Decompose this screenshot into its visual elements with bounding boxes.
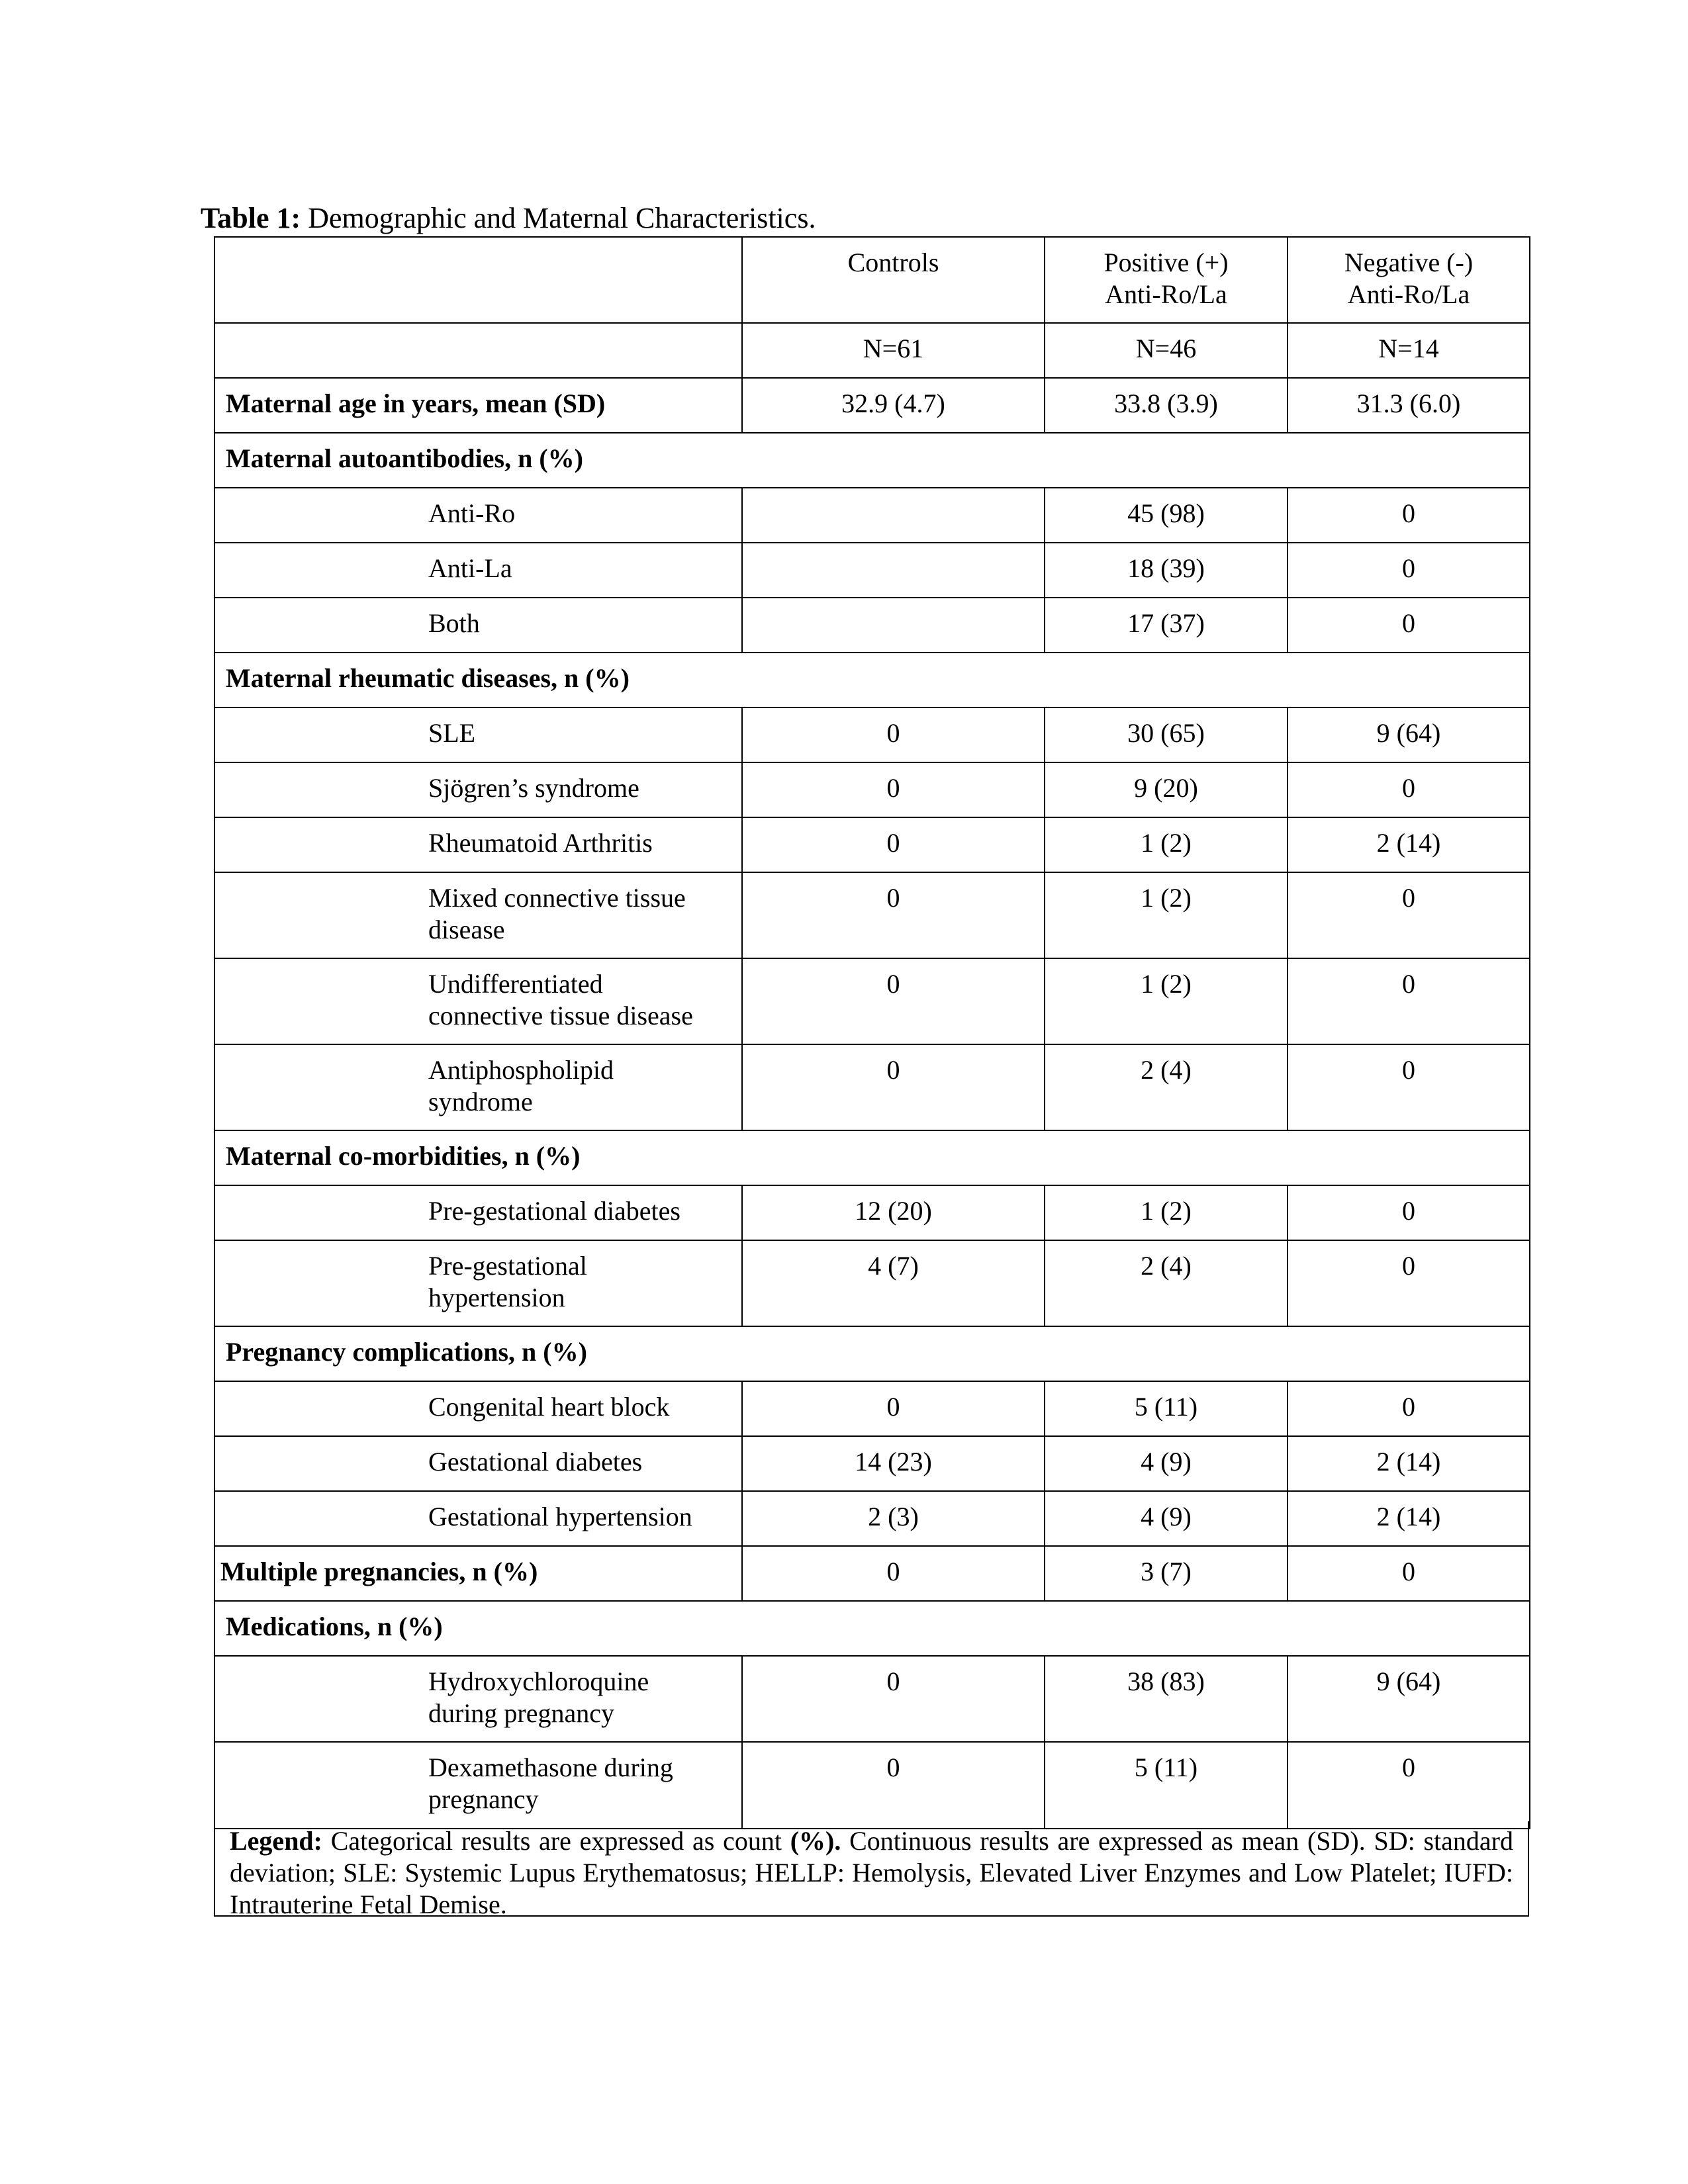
- section-heading: Medications, n (%): [214, 1601, 1530, 1656]
- cell-negative: 0: [1288, 958, 1530, 1044]
- cell-negative: 0: [1288, 1381, 1530, 1436]
- table-row: [214, 1185, 1530, 1240]
- row-label: Gestational hypertension: [214, 1491, 742, 1546]
- cell-controls: 2 (3): [742, 1491, 1045, 1546]
- legend-label: Legend:: [230, 1826, 322, 1856]
- row-label: Sjögren’s syndrome: [214, 762, 742, 817]
- row-label: SLE: [214, 707, 742, 762]
- row-label: Pre-gestational hypertension: [214, 1240, 742, 1326]
- table-caption-text: Demographic and Maternal Characteristics.: [308, 202, 816, 234]
- table-row: [214, 872, 1530, 958]
- section-heading: Pregnancy complications, n (%): [214, 1326, 1530, 1381]
- cell-positive: 5 (11): [1045, 1742, 1288, 1829]
- cell-negative: 0: [1288, 598, 1530, 653]
- counts-blank-cell: [214, 323, 742, 378]
- cell-negative: 0: [1288, 762, 1530, 817]
- table-header-row: [214, 237, 1530, 323]
- cell-controls: 0: [742, 1742, 1045, 1829]
- cell-positive: 33.8 (3.9): [1045, 378, 1288, 433]
- characteristics-table: [214, 236, 1530, 1829]
- row-label: Hydroxychloroquine during pregnancy: [214, 1656, 742, 1742]
- section-heading-row: [214, 1130, 1530, 1185]
- cell-positive: 1 (2): [1045, 1185, 1288, 1240]
- cell-controls: 0: [742, 817, 1045, 872]
- row-label: Maternal age in years, mean (SD): [214, 378, 742, 433]
- cell-positive: 1 (2): [1045, 958, 1288, 1044]
- cell-controls: 0: [742, 1656, 1045, 1742]
- section-heading: Maternal autoantibodies, n (%): [214, 433, 1530, 488]
- table-row: [214, 543, 1530, 598]
- section-heading-row: [214, 653, 1530, 707]
- cell-negative: 9 (64): [1288, 707, 1530, 762]
- table-row: [214, 762, 1530, 817]
- count-negative: N=14: [1288, 323, 1530, 378]
- table-row: [214, 707, 1530, 762]
- table-row: [214, 1044, 1530, 1130]
- cell-negative: 2 (14): [1288, 817, 1530, 872]
- row-label: Congenital heart block: [214, 1381, 742, 1436]
- cell-positive: 9 (20): [1045, 762, 1288, 817]
- counts-row: [214, 323, 1530, 378]
- cell-controls: [742, 598, 1045, 653]
- row-label: Multiple pregnancies, n (%): [214, 1546, 742, 1601]
- count-positive: N=46: [1045, 323, 1288, 378]
- cell-controls: 12 (20): [742, 1185, 1045, 1240]
- legend-text: Categorical results are expressed as count: [322, 1826, 790, 1856]
- cell-negative: 2 (14): [1288, 1491, 1530, 1546]
- count-controls: N=61: [742, 323, 1045, 378]
- cell-positive: 18 (39): [1045, 543, 1288, 598]
- table-legend: [214, 1821, 1529, 1917]
- cell-controls: 14 (23): [742, 1436, 1045, 1491]
- header-controls: Controls: [742, 237, 1045, 323]
- row-label: Anti-Ro: [214, 488, 742, 543]
- cell-controls: 0: [742, 872, 1045, 958]
- table-row: [214, 1381, 1530, 1436]
- cell-positive: 30 (65): [1045, 707, 1288, 762]
- table-row: [214, 488, 1530, 543]
- cell-positive: 1 (2): [1045, 817, 1288, 872]
- table-row: [214, 598, 1530, 653]
- cell-controls: 0: [742, 1381, 1045, 1436]
- row-label: Mixed connective tissue disease: [214, 872, 742, 958]
- table-row: [214, 958, 1530, 1044]
- cell-negative: 2 (14): [1288, 1436, 1530, 1491]
- row-label: Both: [214, 598, 742, 653]
- cell-controls: 0: [742, 958, 1045, 1044]
- cell-positive: 17 (37): [1045, 598, 1288, 653]
- cell-controls: [742, 488, 1045, 543]
- row-label: Undifferentiated connective tissue disease: [214, 958, 742, 1044]
- cell-controls: [742, 543, 1045, 598]
- cell-negative: 0: [1288, 543, 1530, 598]
- cell-negative: 0: [1288, 1044, 1530, 1130]
- table-caption-label: Table 1:: [201, 202, 301, 234]
- cell-positive: 5 (11): [1045, 1381, 1288, 1436]
- section-heading-row: [214, 433, 1530, 488]
- cell-negative: 0: [1288, 1742, 1530, 1829]
- cell-positive: 4 (9): [1045, 1436, 1288, 1491]
- cell-negative: 0: [1288, 872, 1530, 958]
- legend-percent: (%).: [790, 1826, 841, 1856]
- cell-positive: 2 (4): [1045, 1240, 1288, 1326]
- cell-positive: 2 (4): [1045, 1044, 1288, 1130]
- cell-controls: 0: [742, 762, 1045, 817]
- header-negative: Negative (-) Anti-Ro/La: [1288, 237, 1530, 323]
- table-row: [214, 1656, 1530, 1742]
- section-heading-row: [214, 1326, 1530, 1381]
- cell-positive: 38 (83): [1045, 1656, 1288, 1742]
- cell-controls: 0: [742, 1546, 1045, 1601]
- cell-negative: 0: [1288, 1546, 1530, 1601]
- table-row: [214, 817, 1530, 872]
- table-row: [214, 1436, 1530, 1491]
- row-label: Pre-gestational diabetes: [214, 1185, 742, 1240]
- cell-positive: 45 (98): [1045, 488, 1288, 543]
- row-label: Rheumatoid Arthritis: [214, 817, 742, 872]
- cell-controls: 0: [742, 707, 1045, 762]
- cell-negative: 0: [1288, 488, 1530, 543]
- table-row: [214, 1742, 1530, 1829]
- table-row: [214, 1240, 1530, 1326]
- table-caption: [201, 200, 816, 237]
- cell-positive: 4 (9): [1045, 1491, 1288, 1546]
- row-label: Anti-La: [214, 543, 742, 598]
- header-positive: Positive (+) Anti-Ro/La: [1045, 237, 1288, 323]
- row-label: Gestational diabetes: [214, 1436, 742, 1491]
- table-row: [214, 1491, 1530, 1546]
- row-label: Dexamethasone during pregnancy: [214, 1742, 742, 1829]
- cell-controls: 0: [742, 1044, 1045, 1130]
- header-blank-cell: [214, 237, 742, 323]
- table-row: [214, 378, 1530, 433]
- cell-controls: 4 (7): [742, 1240, 1045, 1326]
- cell-positive: 1 (2): [1045, 872, 1288, 958]
- cell-negative: 0: [1288, 1240, 1530, 1326]
- cell-negative: 31.3 (6.0): [1288, 378, 1530, 433]
- table-row: [214, 1546, 1530, 1601]
- cell-positive: 3 (7): [1045, 1546, 1288, 1601]
- row-label: Antiphospholipid syndrome: [214, 1044, 742, 1130]
- section-heading: Maternal rheumatic diseases, n (%): [214, 653, 1530, 707]
- section-heading-row: [214, 1601, 1530, 1656]
- cell-negative: 0: [1288, 1185, 1530, 1240]
- cell-controls: 32.9 (4.7): [742, 378, 1045, 433]
- legend-text-continued: Continuous results are expressed as mean (SD). SD: standard deviation; SLE: Systemic Lupus Erythematosus; HELLP: Hemolysis, Elevated Liver Enzymes and Low Platelet; IUFD: Intrauterine Fetal Demise.: [230, 1826, 1513, 1919]
- section-heading: Maternal co-morbidities, n (%): [214, 1130, 1530, 1185]
- cell-negative: 9 (64): [1288, 1656, 1530, 1742]
